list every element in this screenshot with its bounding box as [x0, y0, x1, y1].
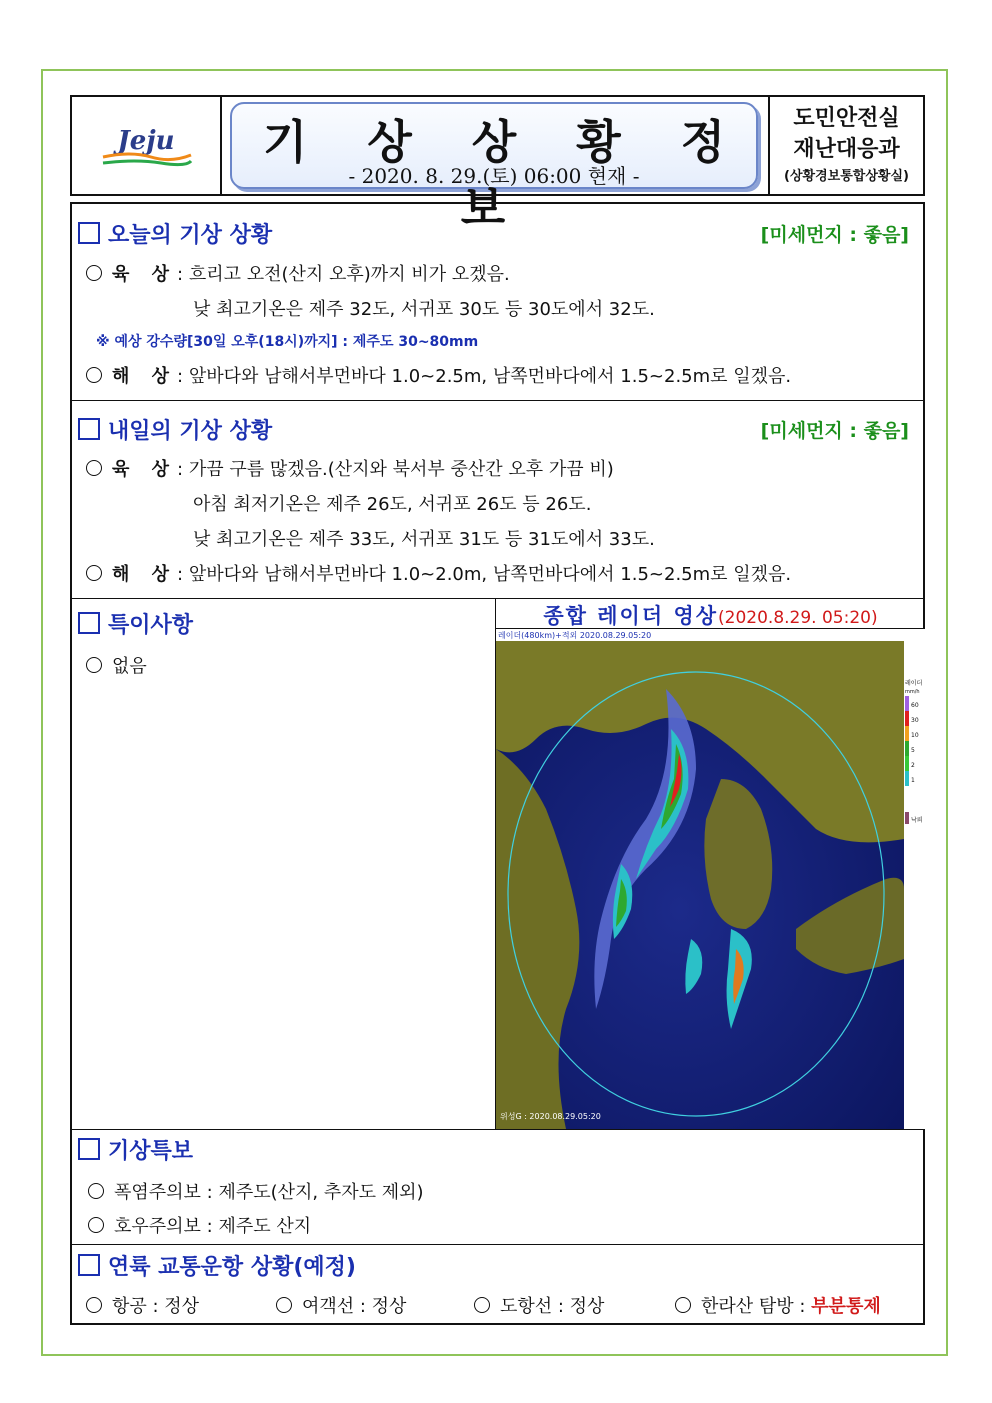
checkbox-icon [78, 612, 100, 634]
circle-bullet-icon [86, 565, 102, 581]
radar-caption-top: 레이더(480km)+적외 2020.08.29.05:20 [498, 631, 652, 640]
radar-title: 종합 레이더 영상(2020.8.29. 05:20) [543, 604, 878, 628]
circle-bullet-icon [88, 1217, 104, 1233]
report-body [70, 202, 925, 1325]
traffic-air: 항공 : 정상 [86, 1292, 199, 1318]
circle-bullet-icon [86, 265, 102, 281]
checkbox-icon [78, 222, 100, 244]
circle-bullet-icon [675, 1297, 691, 1313]
today-dust: [미세먼지 : 좋음] [760, 224, 909, 246]
dept-line-2: 재난대응과 [793, 137, 900, 162]
warning-item-1: 폭염주의보 : 제주도(산지, 추자도 제외) [88, 1178, 424, 1204]
traffic-ferry: 여객선 : 정상 [276, 1292, 406, 1318]
traffic-island-ferry: 도항선 : 정상 [474, 1292, 604, 1318]
traffic-hallasan: 한라산 탐방 : 부분통제 [675, 1292, 881, 1318]
circle-bullet-icon [88, 1183, 104, 1199]
legend-title: 레이더 [905, 680, 923, 687]
checkbox-icon [78, 1254, 100, 1276]
checkbox-icon [78, 418, 100, 440]
traffic-section-title: 연륙 교통운항 상황(예정) [78, 1250, 356, 1281]
legend-value: 10 [911, 732, 919, 739]
radar-caption-bottom: 위성G : 2020.08.29.05:20 [500, 1112, 601, 1121]
legend-value: 30 [911, 717, 919, 724]
hallasan-status: 부분통제 [811, 1296, 881, 1317]
today-land-line-2: 낮 최고기온은 제주 32도, 서귀포 30도 등 30도에서 32도. [193, 299, 655, 320]
divider [72, 400, 923, 401]
radar-image [496, 629, 925, 1129]
jeju-logo [72, 97, 222, 194]
warnings-section-title: 기상특보 [78, 1134, 193, 1165]
legend-value: 1 [911, 777, 915, 784]
page-title: 기 상 상 황 정 보 [262, 115, 748, 235]
divider [72, 598, 923, 599]
circle-bullet-icon [474, 1297, 490, 1313]
divider [72, 1244, 923, 1245]
today-land-line: 육 상: 흐리고 오전(산지 오후)까지 비가 오겠음. [86, 260, 510, 286]
title-box [230, 102, 758, 235]
circle-bullet-icon [276, 1297, 292, 1313]
divider [72, 1129, 923, 1130]
circle-bullet-icon [86, 460, 102, 476]
dept-line-3: (상황경보통합상황실) [784, 169, 909, 184]
department-box [768, 97, 923, 194]
legend-value: 5 [911, 747, 915, 754]
legend-value: 60 [911, 702, 919, 709]
tomorrow-section-title: 내일의 기상 상황 [78, 414, 272, 445]
radar-map-icon [496, 629, 925, 1129]
legend-value: 2 [911, 762, 915, 769]
legend-unit: mm/h [905, 689, 920, 695]
circle-bullet-icon [86, 1297, 102, 1313]
legend-lightning: 낙뢰 [911, 817, 923, 824]
tomorrow-land-line-2: 아침 최저기온은 제주 26도, 서귀포 26도 등 26도. [193, 494, 592, 515]
today-sea-line: 해 상: 앞바다와 남해서부먼바다 1.0~2.5m, 남쪽먼바다에서 1.5~2.5m로 일겠음. [86, 362, 791, 388]
tomorrow-dust: [미세먼지 : 좋음] [760, 420, 909, 442]
circle-bullet-icon [86, 657, 102, 673]
rain-note: ※ 예상 강수량[30일 오후(18시)까지] : 제주도 30~80mm [96, 334, 479, 350]
tomorrow-land-line-3: 낮 최고기온은 제주 33도, 서귀포 31도 등 31도에서 33도. [193, 529, 655, 550]
logo-text: Jeju [117, 125, 175, 156]
report-date: - 2020. 8. 29.(토) 06:00 현재 - [348, 164, 640, 188]
tomorrow-land-line: 육 상: 가끔 구름 많겠음.(산지와 북서부 중산간 오후 가끔 비) [86, 455, 614, 481]
circle-bullet-icon [86, 367, 102, 383]
today-section-title: 오늘의 기상 상황 [78, 218, 272, 249]
special-item: 없음 [86, 652, 147, 678]
tomorrow-sea-line: 해 상: 앞바다와 남해서부먼바다 1.0~2.0m, 남쪽먼바다에서 1.5~2.5m로 일겠음. [86, 560, 791, 586]
dept-line-1: 도민안전실 [793, 106, 900, 131]
warning-item-2: 호우주의보 : 제주도 산지 [88, 1212, 311, 1238]
checkbox-icon [78, 1138, 100, 1160]
jeju-logo-icon [91, 121, 201, 171]
special-section-title: 특이사항 [78, 608, 193, 639]
